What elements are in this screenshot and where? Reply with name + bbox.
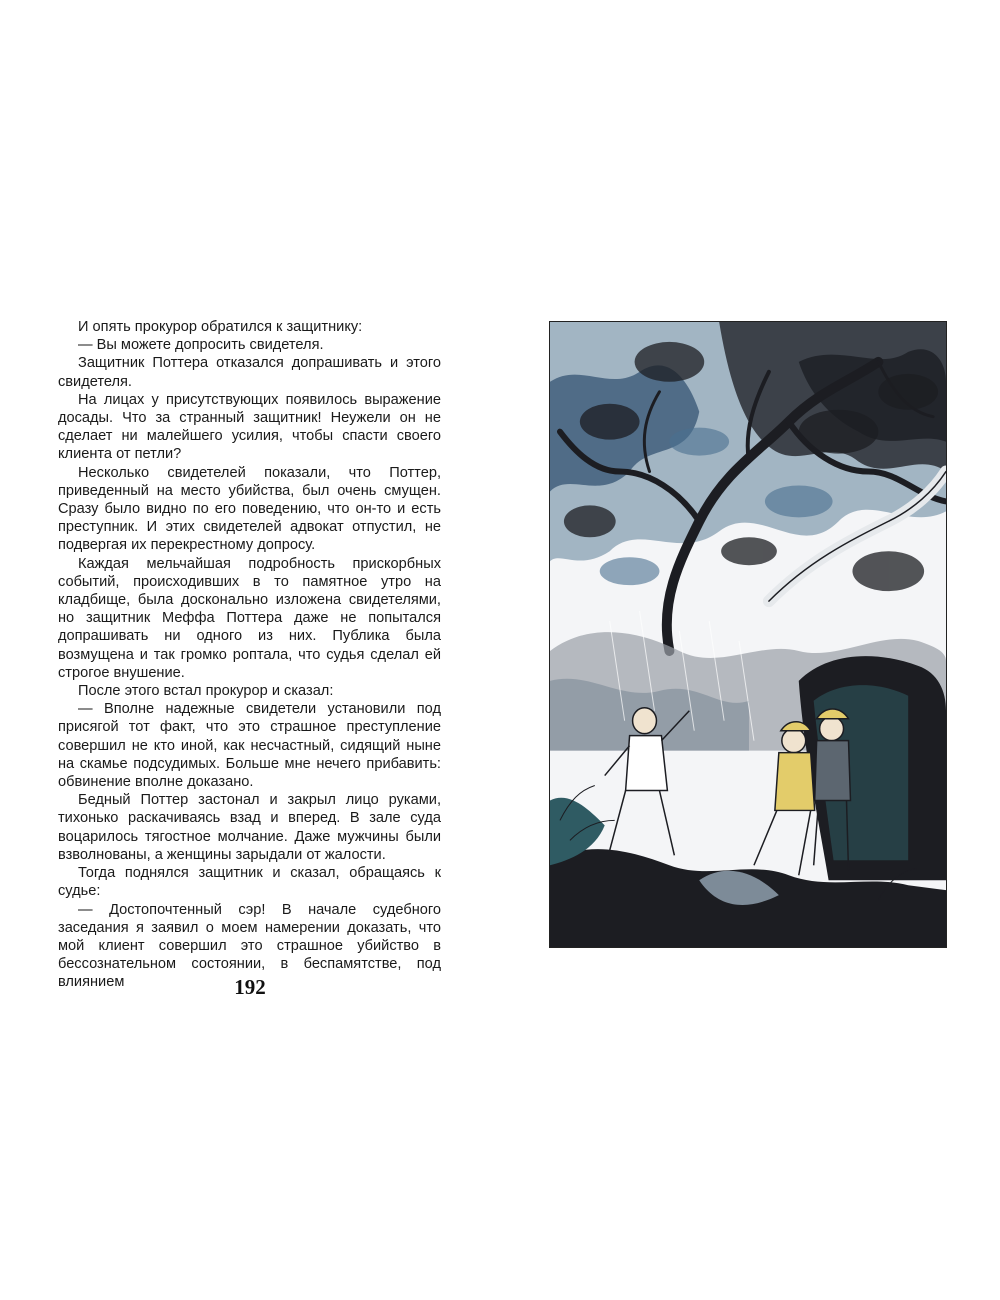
paragraph: На лицах у присутствующих появилось выражение досады. Что за странный защитник! Неужели он не сделает ни малейшего усилия, чтобы спасти своего клиента от петли?: [58, 391, 441, 463]
paragraph: После этого встал прокурор и сказал:: [78, 683, 334, 700]
paragraph: — Вполне надежные свидетели установили под присягой тот факт, что это страшное преступление совершил не кто иной, как несчастный, сидящий ныне на скамье подсудимых. Больше мне нечего прибавить: обвинение вполне доказано.: [58, 701, 441, 791]
page-number: 192: [234, 975, 266, 999]
paragraph: — Вы можете допросить свидетеля.: [78, 337, 324, 354]
paragraph: Несколько свидетелей показали, что Поттер, приведенный на место убийства, был очень смущен. Сразу было видно по его поведению, что он-то и есть преступник. И этих свидетелей адвокат отпустил, не подвергая их перекрестному допросу.: [58, 464, 441, 554]
paragraph: Каждая мельчайшая подробность прискорбных событий, происходивших в то памятное утро на кладбище, была досконально изложена свидетелями, но защитник Меффа Поттера даже не попытался допрашивать ни одного из них. Публика была возмущена и так громко роптала, что судья сделал ей строгое внушение.: [58, 555, 441, 681]
illustration-artwork: [550, 322, 946, 947]
paragraph: Тогда поднялся защитник и сказал, обращаясь к судье:: [58, 865, 441, 900]
paragraph: Защитник Поттера отказался допрашивать и этого свидетеля.: [58, 355, 441, 390]
paragraph: Бедный Поттер застонал и закрыл лицо руками, тихонько раскачиваясь взад и вперед. В зале суда воцарилось тягостное молчание. Даже мужчины были взволнованы, а женщины зарыдали от жалости.: [58, 792, 441, 863]
book-illustration: [549, 321, 947, 948]
body-text: [58, 318, 441, 992]
paragraph: И опять прокурор обратился к защитнику:: [78, 319, 363, 335]
paragraph: — Достопочтенный сэр! В начале судебного заседания я заявил о моем намерении доказать, что мой клиент совершил это страшное убийство в бессознательном состоянии, в беспамятстве, под влиянием: [58, 901, 441, 991]
